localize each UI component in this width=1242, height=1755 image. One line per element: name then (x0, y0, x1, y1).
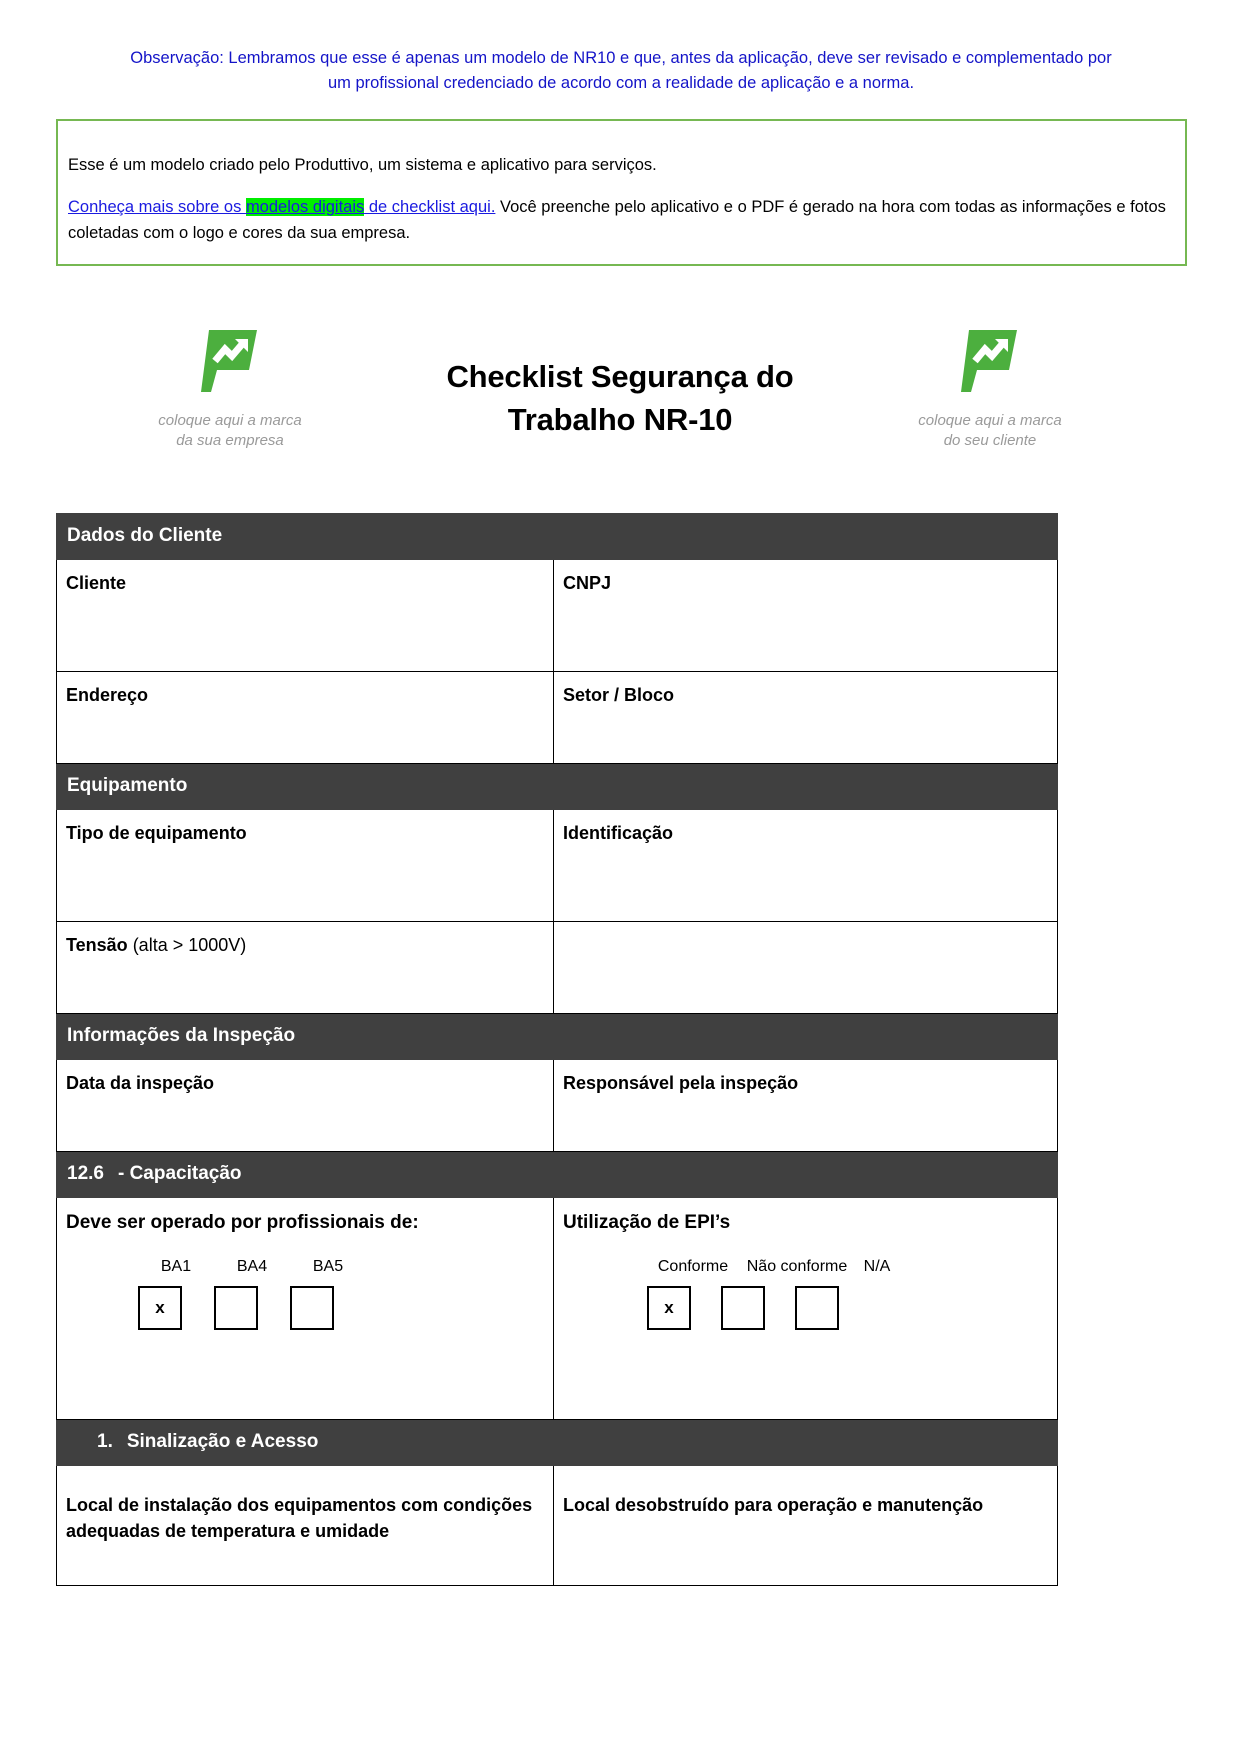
field-endereco[interactable]: Endereço (57, 672, 554, 764)
checkbox-ba1[interactable]: x (138, 1286, 182, 1330)
info-box-rest-text: Você preenche pelo aplicativo e o PDF é gerado na hora com todas as informações e fotos coletadas com o logo e cores da sua empresa. (68, 198, 1166, 242)
capacitacao-left-cell (57, 1198, 554, 1420)
field-data-inspecao[interactable]: Data da inspeção (57, 1060, 554, 1152)
capacitacao-right-title: Utilização de EPI’s (563, 1212, 731, 1233)
checkbox-label-na: N/A (863, 1258, 891, 1275)
profissionais-checkbox-group (66, 1258, 544, 1330)
observation-note (50, 46, 1192, 96)
company-logo-caption-line-2: da sua empresa (176, 432, 284, 449)
company-logo-caption (100, 411, 360, 451)
checkbox-ba4[interactable] (214, 1286, 258, 1330)
checkbox-label-ba1: BA1 (160, 1258, 192, 1275)
epi-labels (647, 1258, 1048, 1276)
item-local-instalacao[interactable]: Local de instalação dos equipamentos com condições adequadas de temperatura e umidade (57, 1466, 554, 1586)
client-logo-caption (860, 411, 1120, 451)
client-logo-block (860, 328, 1120, 451)
page-title (330, 355, 910, 441)
checkbox-na[interactable] (795, 1286, 839, 1330)
capacitacao-left-title: Deve ser operado por profissionais de: (66, 1212, 419, 1233)
section-header-equipamento (57, 764, 1058, 810)
field-responsavel-inspecao[interactable]: Responsável pela inspeção (554, 1060, 1058, 1152)
produttivo-flag-logo-icon (959, 328, 1021, 394)
epi-checkbox-group (563, 1258, 1048, 1330)
field-tipo-equipamento[interactable]: Tipo de equipamento (57, 810, 554, 922)
company-logo-block (100, 328, 360, 451)
checkbox-ba5[interactable] (290, 1286, 334, 1330)
field-setor-bloco[interactable]: Setor / Bloco (554, 672, 1058, 764)
table-row (57, 922, 1058, 1014)
produttivo-flag-logo-icon (199, 328, 261, 394)
page-title-line-1: Checklist Segurança do (446, 359, 794, 394)
section-number-capacitacao: 12.6 (67, 1163, 104, 1184)
link-highlight-text: modelos digitais (245, 198, 365, 216)
page-title-line-2: Trabalho NR-10 (507, 402, 733, 437)
link-text-after: de checklist aqui. (364, 198, 496, 216)
field-identificacao[interactable]: Identificação (554, 810, 1058, 922)
observation-line-1: Observação: Lembramos que esse é apenas um modelo de NR10 e que, antes da aplicação, deve ser revisado e complementado por (130, 49, 1112, 67)
capacitacao-right-cell (554, 1198, 1058, 1420)
checkbox-label-conforme: Conforme (657, 1258, 729, 1275)
info-box-line-1: Esse é um modelo criado pelo Produttivo, um sistema e aplicativo para serviços. (68, 156, 657, 174)
checklist-models-link[interactable] (68, 198, 495, 216)
checkbox-label-nao-conforme: Não conforme (746, 1258, 848, 1275)
checklist-form-table (56, 513, 1058, 1586)
section-header-sinalizacao-acesso (57, 1420, 1058, 1466)
field-tensao-label: Tensão (66, 935, 128, 955)
section-header-capacitacao (57, 1152, 1058, 1198)
table-row (57, 810, 1058, 922)
profissionais-boxes (138, 1286, 544, 1330)
table-row (57, 1060, 1058, 1152)
section-title-dados-cliente: Dados do Cliente (57, 514, 1058, 560)
checkbox-nao-conforme[interactable] (721, 1286, 765, 1330)
field-cnpj[interactable]: CNPJ (554, 560, 1058, 672)
field-tensao-value[interactable] (554, 922, 1058, 1014)
checkbox-label-ba5: BA5 (312, 1258, 344, 1275)
company-logo-caption-line-1: coloque aqui a marca (158, 412, 302, 429)
checkbox-label-ba4: BA4 (236, 1258, 268, 1275)
table-row (57, 1466, 1058, 1586)
table-row (57, 560, 1058, 672)
field-tensao[interactable] (57, 922, 554, 1014)
item-local-desobstruido[interactable]: Local desobstruído para operação e manutenção (554, 1466, 1058, 1586)
section-title-informacoes-inspecao: Informações da Inspeção (57, 1014, 1058, 1060)
info-box-paragraph-2 (68, 194, 1173, 246)
checkbox-conforme[interactable]: x (647, 1286, 691, 1330)
table-row (57, 672, 1058, 764)
profissionais-labels (138, 1258, 544, 1276)
section-header-dados-cliente (57, 514, 1058, 560)
field-cliente[interactable]: Cliente (57, 560, 554, 672)
link-text-before: Conheça mais sobre os (68, 198, 246, 216)
info-box (56, 119, 1187, 266)
epi-boxes (647, 1286, 1048, 1330)
section-title-sinalizacao: Sinalização e Acesso (126, 1431, 319, 1452)
section-number-sinalizacao: 1. (97, 1431, 113, 1452)
section-header-informacoes-inspecao (57, 1014, 1058, 1060)
client-logo-caption-line-1: coloque aqui a marca (918, 412, 1062, 429)
client-logo-caption-line-2: do seu cliente (943, 432, 1037, 449)
table-row-capacitacao (57, 1198, 1058, 1420)
observation-line-2: um profissional credenciado de acordo com a realidade de aplicação e a norma. (327, 74, 915, 92)
section-title-equipamento: Equipamento (57, 764, 1058, 810)
field-tensao-note: (alta > 1000V) (127, 935, 247, 955)
section-title-capacitacao: - Capacitação (117, 1163, 242, 1184)
